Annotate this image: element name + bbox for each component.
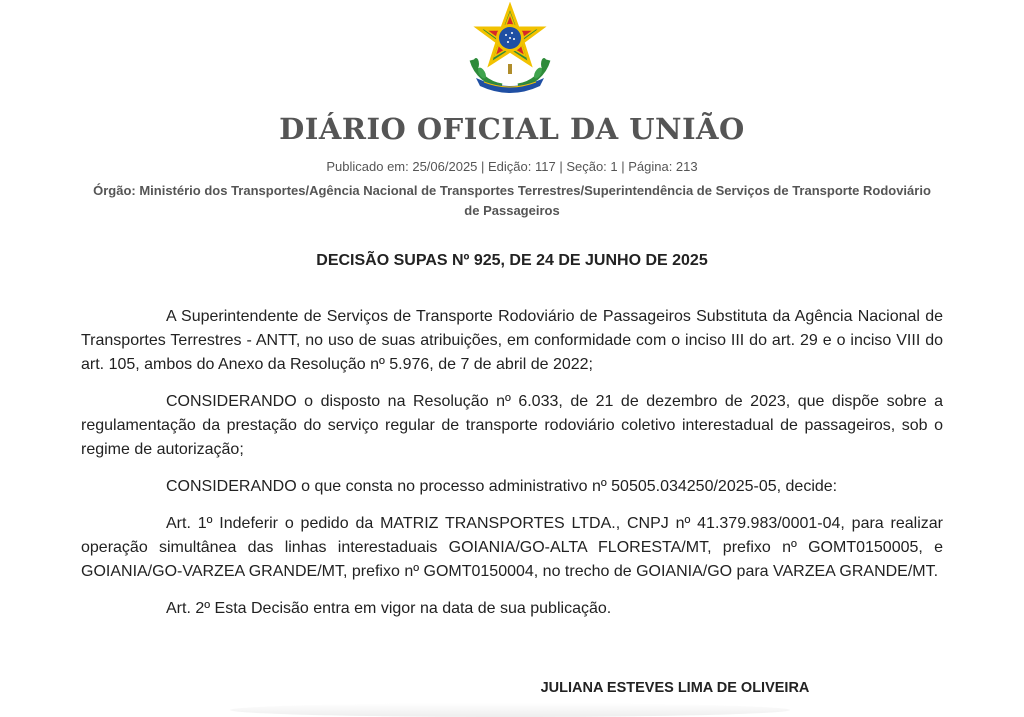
paragraph-art-1: Art. 1º Indeferir o pedido da MATRIZ TRANSPORTES LTDA., CNPJ nº 41.379.983/0001-04, para realizar operação simultânea das linhas interestaduais GOIANIA/GO-ALTA FLORESTA/MT, prefixo nº GOMT0150005, e GOIANIA/GO-VARZEA GRANDE/MT, prefixo nº GOMT0150004, no trecho de GOIANIA/GO para VARZEA GRANDE/MT. — [81, 515, 943, 580]
page-bottom-shadow — [230, 703, 790, 717]
document-body — [81, 305, 943, 634]
signature-name: JULIANA ESTEVES LIMA DE OLIVEIRA — [540, 680, 810, 696]
paragraph-art-2: Art. 2º Esta Decisão entra em vigor na data de sua publicação. — [166, 600, 612, 617]
publication-info: Publicado em: 25/06/2025 | Edição: 117 | Seção: 1 | Página: 213 — [326, 159, 698, 174]
document-title: DECISÃO SUPAS Nº 925, DE 24 DE JUNHO DE 2025 — [316, 252, 708, 269]
issuing-organ: Órgão: Ministério dos Transportes/Agência Nacional de Transportes Terrestres/Superintendência de Serviços de Transporte Rodoviário de Passageiros — [93, 183, 931, 218]
paragraph-considerando-1: CONSIDERANDO o disposto na Resolução nº 6.033, de 21 de dezembro de 2023, que dispõe sobre a regulamentação da prestação do serviço regular de transporte rodoviário coletivo interestadual de passageiros, sob o regime de autorização; — [81, 393, 943, 458]
paragraph-considerando-2: CONSIDERANDO o que consta no processo administrativo nº 50505.034250/2025-05, decide: — [166, 478, 838, 495]
masthead-title: DIÁRIO OFICIAL DA UNIÃO — [279, 112, 745, 146]
paragraph-preamble: A Superintendente de Serviços de Transporte Rodoviário de Passageiros Substituta da Agência Nacional de Transportes Terrestres - ANTT, no uso de suas atribuições, em conformidade com o inciso III do art. 29 e o inciso VIII do art. 105, ambos do Anexo da Resolução nº 5.976, de 7 de abril de 2022; — [81, 308, 943, 373]
brazil-coat-of-arms-icon — [462, 2, 558, 94]
